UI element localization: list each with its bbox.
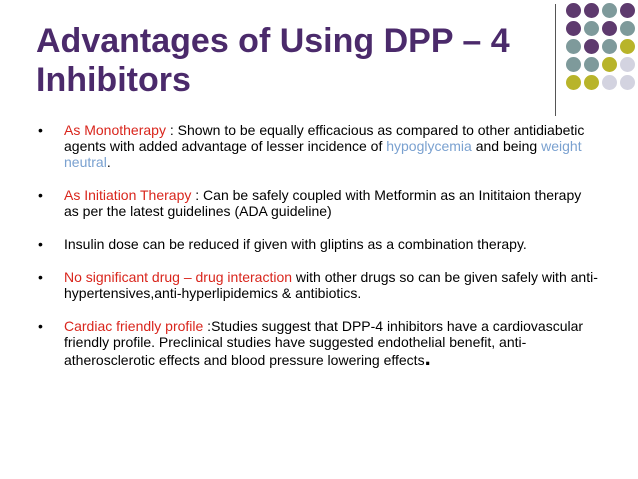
title-divider-line <box>555 4 556 116</box>
highlight-text: No significant drug – drug interaction <box>64 269 293 285</box>
bullet-glyph: • <box>38 269 43 285</box>
body-text: . <box>106 154 111 170</box>
bullet-glyph: • <box>38 187 43 203</box>
body-text: : Shown to be equally efficacious as compared to other antidiabetic agents with added advantage of lesser incidence of <box>64 122 585 154</box>
highlight-blue-text: hypoglycemia <box>386 138 472 154</box>
body-text: Insulin dose can be reduced if given with gliptins as a combination therapy. <box>64 236 527 252</box>
slide-title: Advantages of Using DPP – 4 Inhibitors <box>36 22 510 99</box>
decor-dot <box>566 57 581 72</box>
decor-dot <box>584 75 599 90</box>
bullet-list <box>38 122 598 368</box>
decor-dot <box>620 39 635 54</box>
decor-dot <box>566 3 581 18</box>
bullet-item-initiation-therapy <box>38 187 598 219</box>
decor-dot <box>584 39 599 54</box>
decor-dot <box>584 57 599 72</box>
body-text: : Can be safely coupled with Metformin as an Inititaion therapy as per the latest guidelines (ADA guideline) <box>64 187 582 219</box>
bullet-glyph: • <box>38 122 43 138</box>
decor-dot <box>566 75 581 90</box>
decor-dot <box>566 39 581 54</box>
decor-dot <box>620 75 635 90</box>
bullet-item-monotherapy <box>38 122 598 170</box>
decor-dot <box>584 21 599 36</box>
bullet-item-drug-interaction <box>38 269 598 301</box>
decor-dot <box>602 75 617 90</box>
highlight-text: As Monotherapy <box>64 122 166 138</box>
decor-dot <box>602 3 617 18</box>
body-text: and being <box>471 138 542 154</box>
highlight-text: As Initiation Therapy <box>64 187 192 203</box>
decorative-dot-grid <box>566 3 638 103</box>
bullet-glyph: • <box>38 318 43 334</box>
decor-dot <box>566 21 581 36</box>
decor-dot <box>602 57 617 72</box>
bullet-item-insulin-dose <box>38 236 598 252</box>
body-text-period: . <box>424 345 431 370</box>
highlight-text: Cardiac friendly profile <box>64 318 204 334</box>
bullet-glyph: • <box>38 236 43 252</box>
body-text: :Studies suggest that DPP-4 inhibitors have a cardiovascular friendly profile. Preclinical studies have suggested endothelial benefit, anti-atherosclerotic effects and blood pressure lowering effects <box>64 318 584 368</box>
highlight-blue-text: weight neutral <box>64 138 582 170</box>
decor-dot <box>620 21 635 36</box>
decor-dot <box>584 3 599 18</box>
body-text: with other drugs so can be given safely with anti-hypertensives,anti-hyperlipidemics & antibiotics. <box>64 269 598 301</box>
decor-dot <box>620 57 635 72</box>
decor-dot <box>620 3 635 18</box>
bullet-item-cardiac-profile <box>38 318 598 368</box>
decor-dot <box>602 39 617 54</box>
decor-dot <box>602 21 617 36</box>
